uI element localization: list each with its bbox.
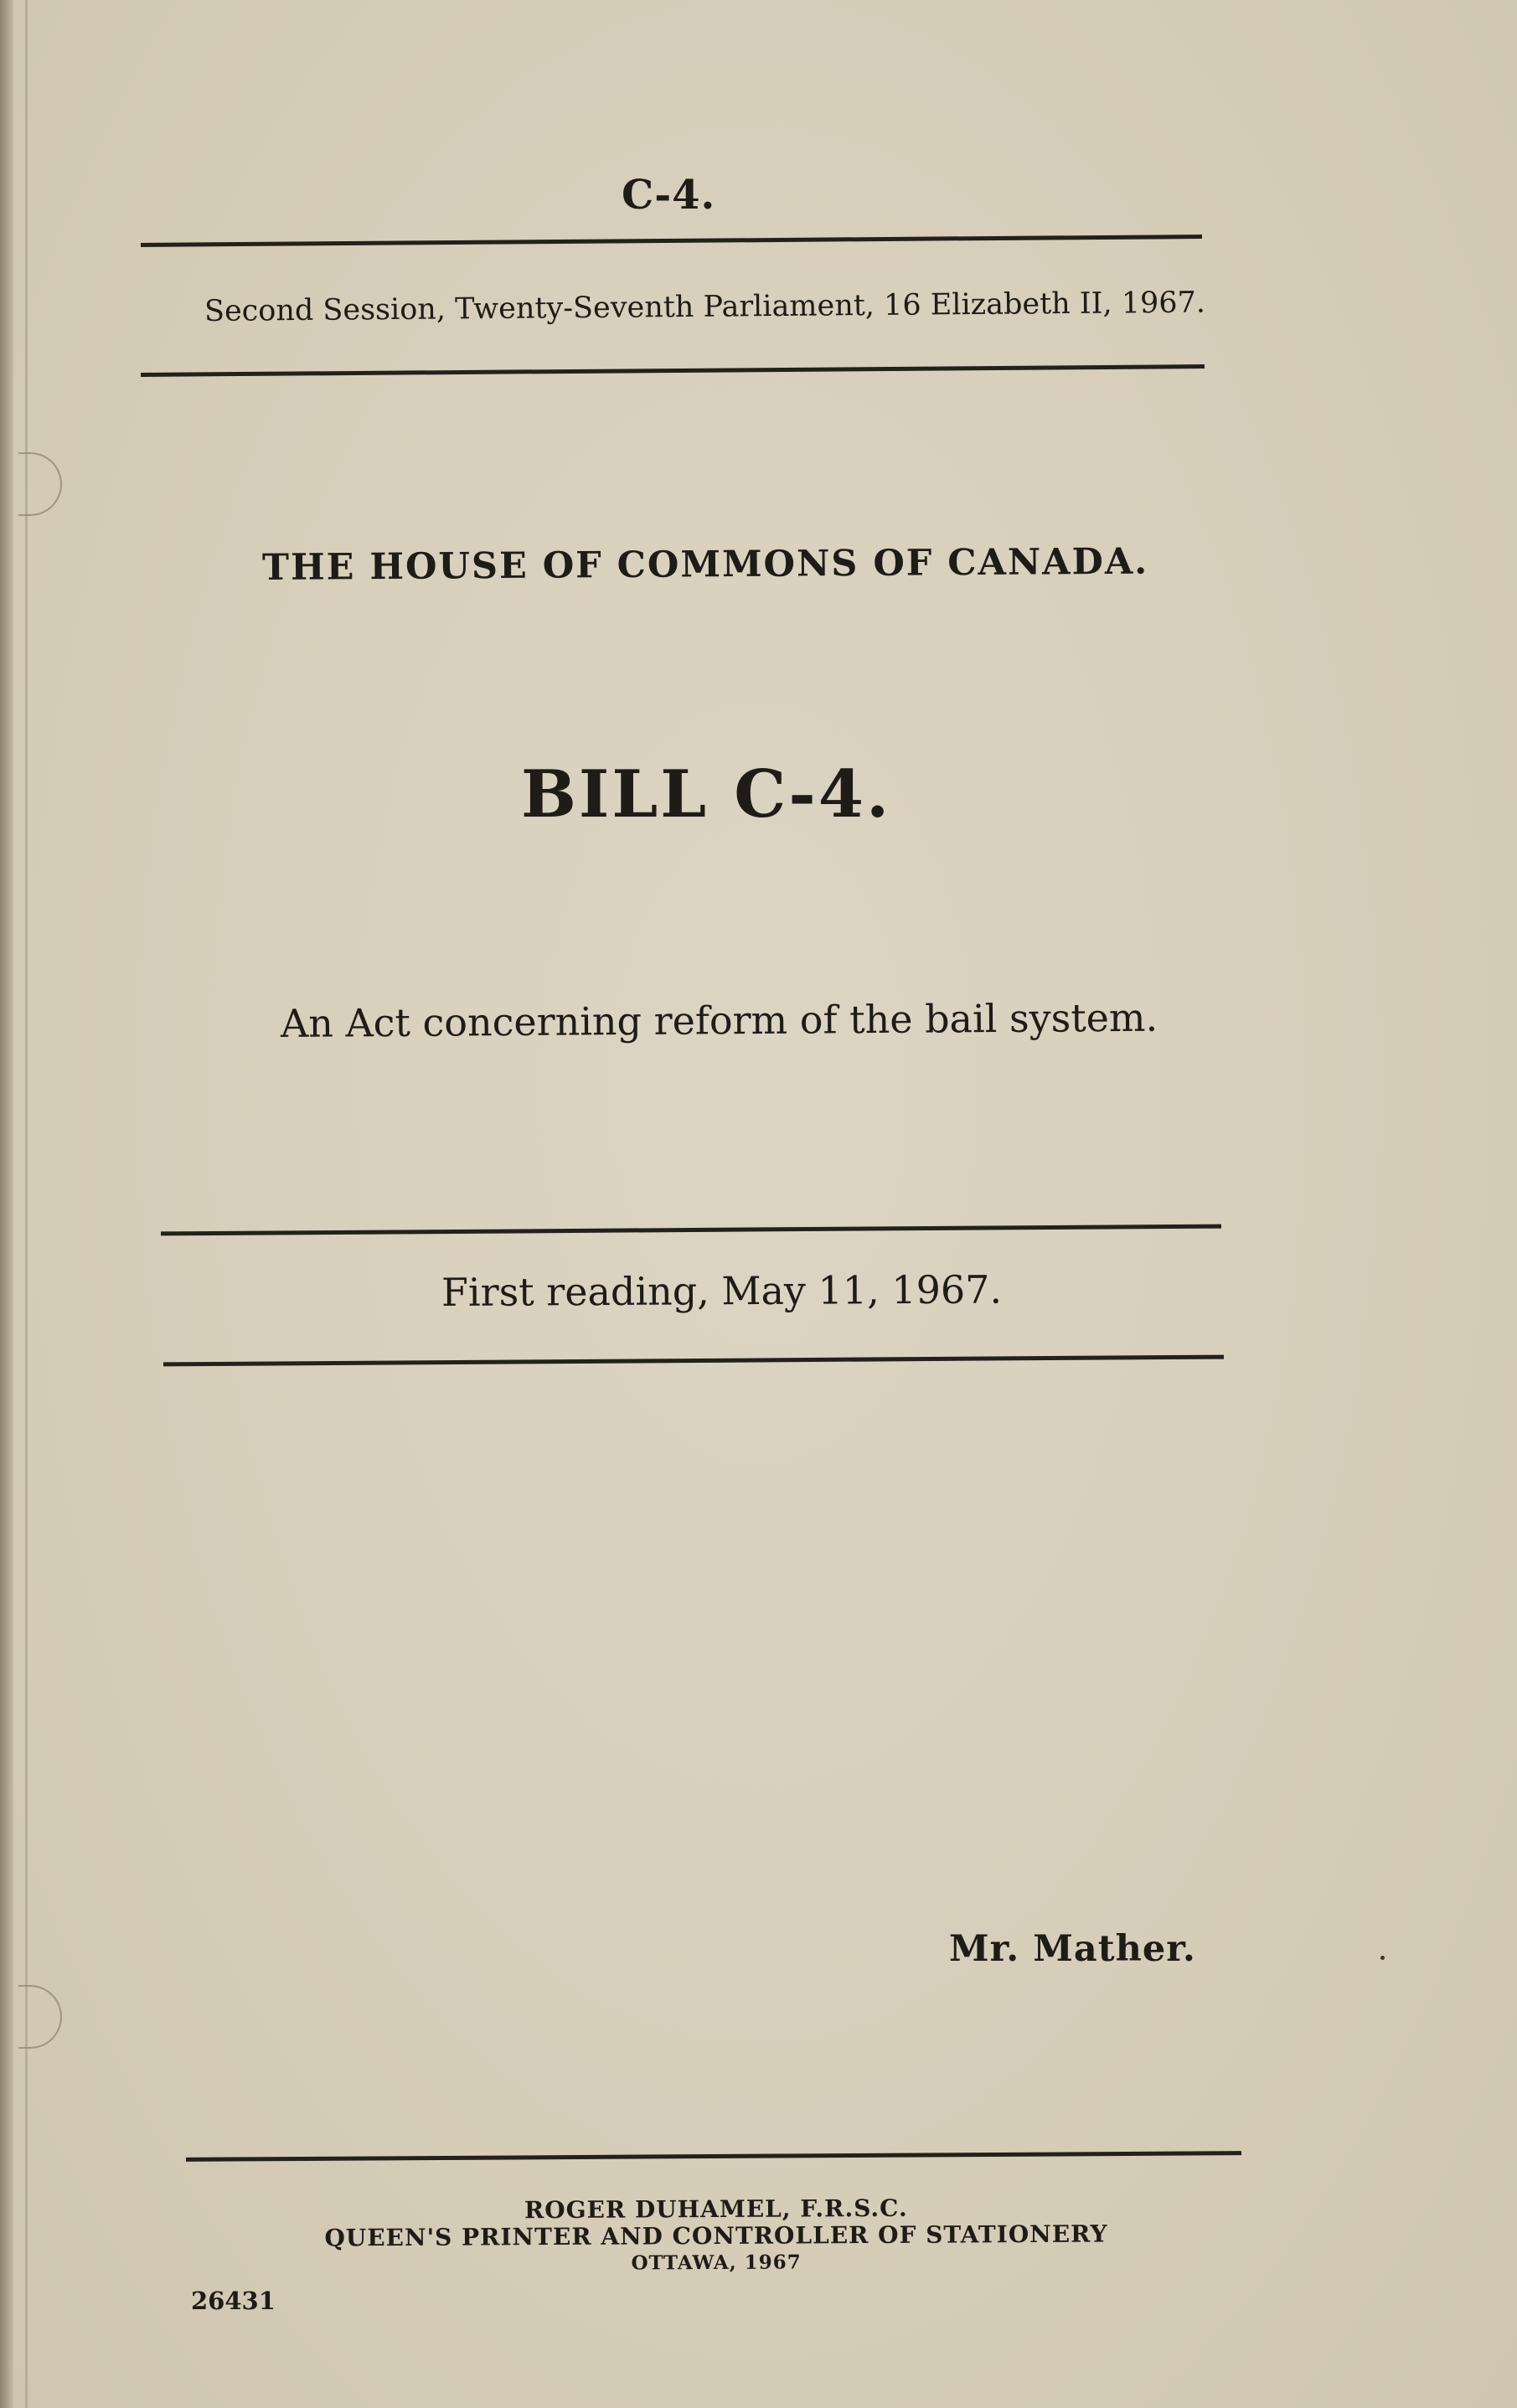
rule-reading-bottom (163, 1355, 1224, 1367)
rule-top-2 (141, 364, 1205, 377)
printer-place-year: OTTAWA, 1967 (631, 2251, 802, 2275)
house-heading: THE HOUSE OF COMMONS OF CANADA. (261, 540, 1149, 589)
rule-printer (186, 2151, 1241, 2162)
speck (1380, 1956, 1385, 1960)
bill-title: BILL C-4. (521, 756, 892, 833)
session-line: Second Session, Twenty-Seventh Parliament, 16 Elizabeth II, 1967. (204, 286, 1206, 328)
printer-title: QUEEN'S PRINTER AND CONTROLLER OF STATIONERY (324, 2220, 1108, 2252)
print-number: 26431 (191, 2287, 276, 2315)
rule-top-1 (141, 235, 1202, 247)
printer-imprint (318, 2194, 1114, 2279)
page-binding-edge (0, 0, 13, 2408)
first-reading-date: First reading, May 11, 1967. (441, 1266, 1003, 1315)
printer-name: ROGER DUHAMEL, F.R.S.C. (524, 2194, 908, 2225)
punch-hole-top (18, 452, 62, 516)
act-description: An Act concerning reform of the bail system. (280, 994, 1158, 1046)
sponsor-name: Mr. Mather. (949, 1928, 1196, 1970)
bill-code-heading: C-4. (622, 172, 716, 219)
punch-hole-bottom (18, 1985, 62, 2049)
rule-reading-top (161, 1225, 1221, 1236)
